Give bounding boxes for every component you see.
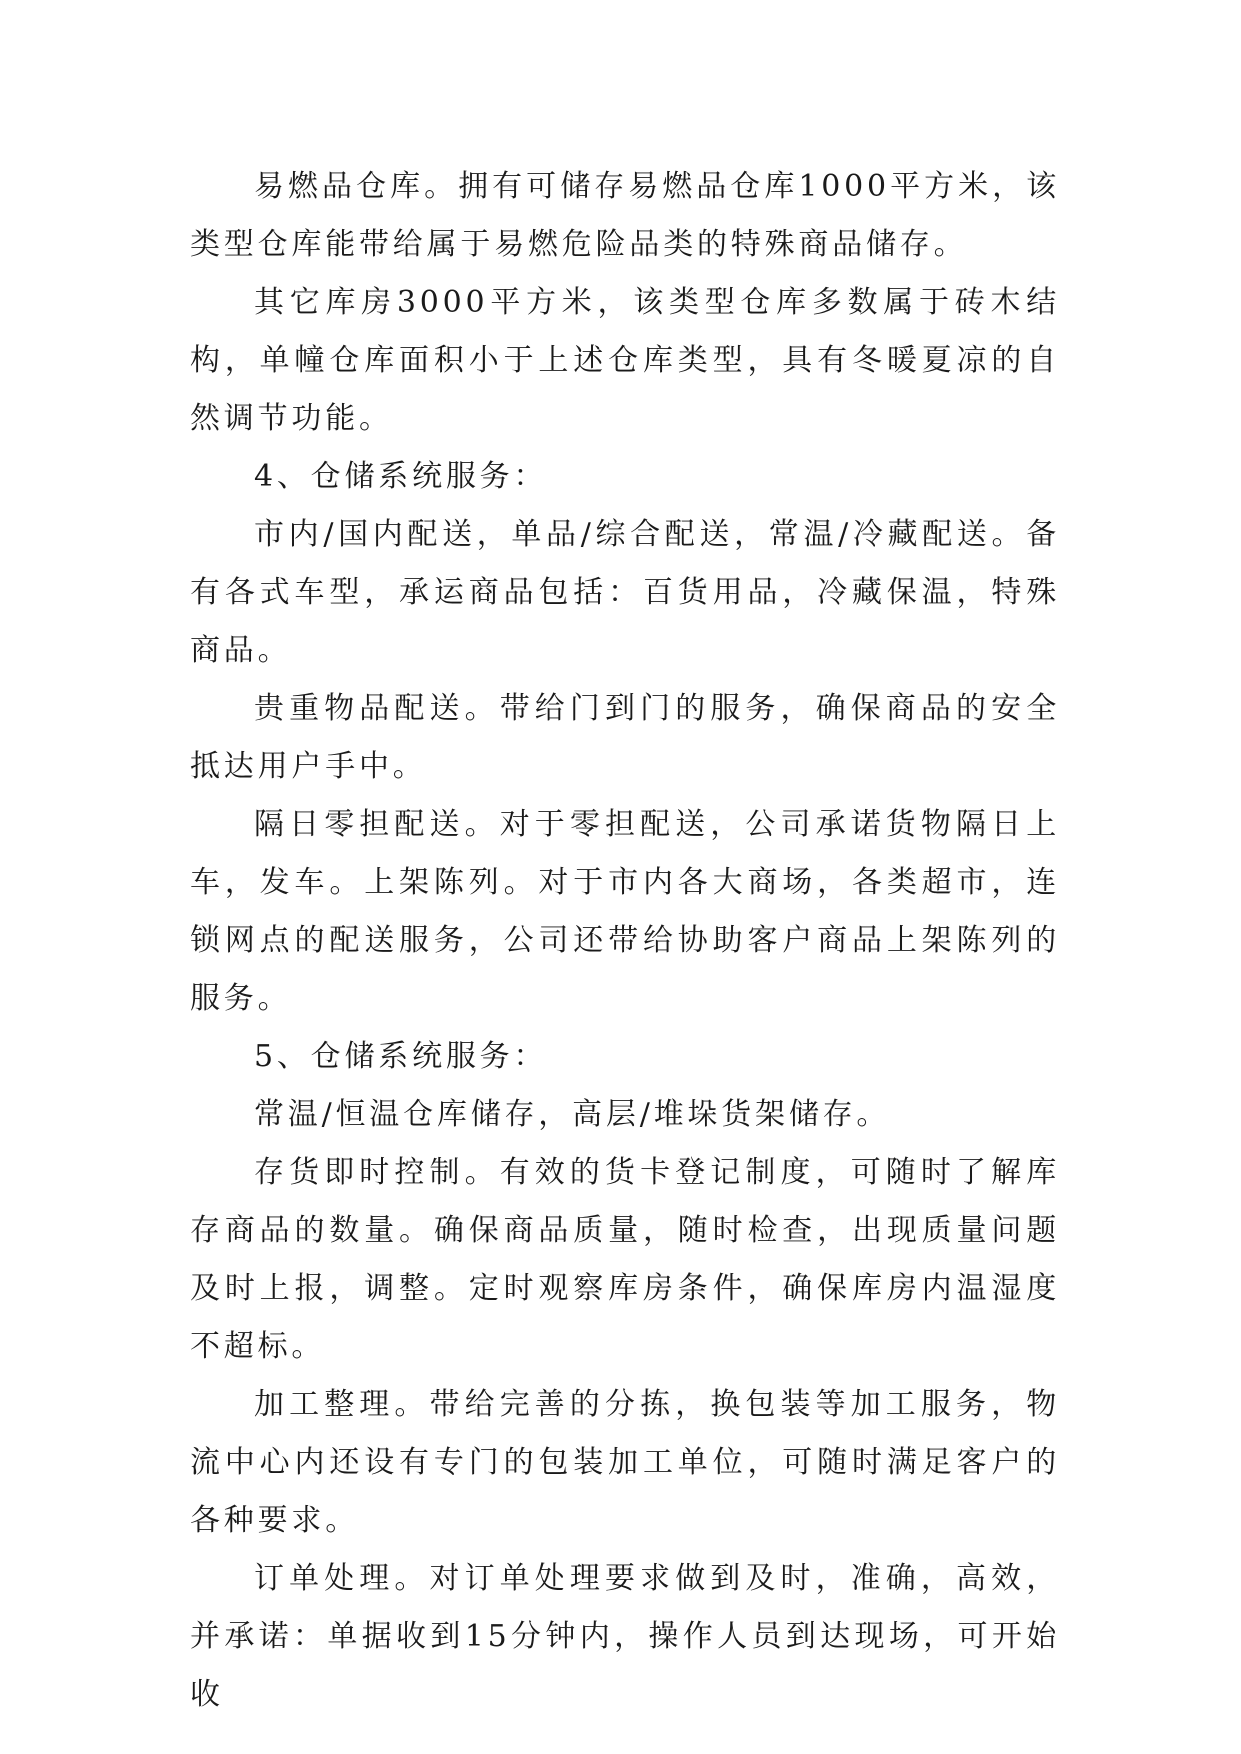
section-heading-5: 5、仓储系统服务：: [254, 1039, 548, 1074]
paragraph-valuables-delivery: 贵重物品配送。带给门到门的服务，确保商品的安全抵达用户手中。: [190, 691, 1060, 784]
paragraph-order-processing: 订单处理。对订单处理要求做到及时，准确，高效，并承诺：单据收到15分钟内，操作人员到达现场，可开始收: [190, 1561, 1060, 1712]
paragraph-other-storerooms: 其它库房3000平方米，该类型仓库多数属于砖木结构，单幢仓库面积小于上述仓库类型，具有冬暖夏凉的自然调节功能。: [190, 285, 1060, 436]
paragraph-next-day-delivery: 隔日零担配送。对于零担配送，公司承诺货物隔日上车，发车。上架陈列。对于市内各大商场，各类超市，连锁网点的配送服务，公司还带给协助客户商品上架陈列的服务。: [190, 807, 1060, 1016]
section-heading-4: 4、仓储系统服务：: [254, 459, 548, 494]
paragraph-flammable-warehouse: 易燃品仓库。拥有可储存易燃品仓库1000平方米，该类型仓库能带给属于易燃危险品类的特殊商品储存。: [190, 169, 1060, 262]
paragraph-storage-types: 常温/恒温仓库储存，高层/堆垛货架储存。: [254, 1097, 891, 1132]
paragraph-processing: 加工整理。带给完善的分拣，换包装等加工服务，物流中心内还设有专门的包装加工单位，可随时满足客户的各种要求。: [190, 1387, 1060, 1538]
paragraph-inventory-control: 存货即时控制。有效的货卡登记制度，可随时了解库存商品的数量。确保商品质量，随时检查，出现质量问题及时上报，调整。定时观察库房条件，确保库房内温湿度不超标。: [190, 1155, 1060, 1364]
body-text: [190, 158, 1060, 1724]
paragraph-delivery-types: 市内/国内配送，单品/综合配送，常温/冷藏配送。备有各式车型，承运商品包括：百货用品，冷藏保温，特殊商品。: [190, 517, 1060, 668]
